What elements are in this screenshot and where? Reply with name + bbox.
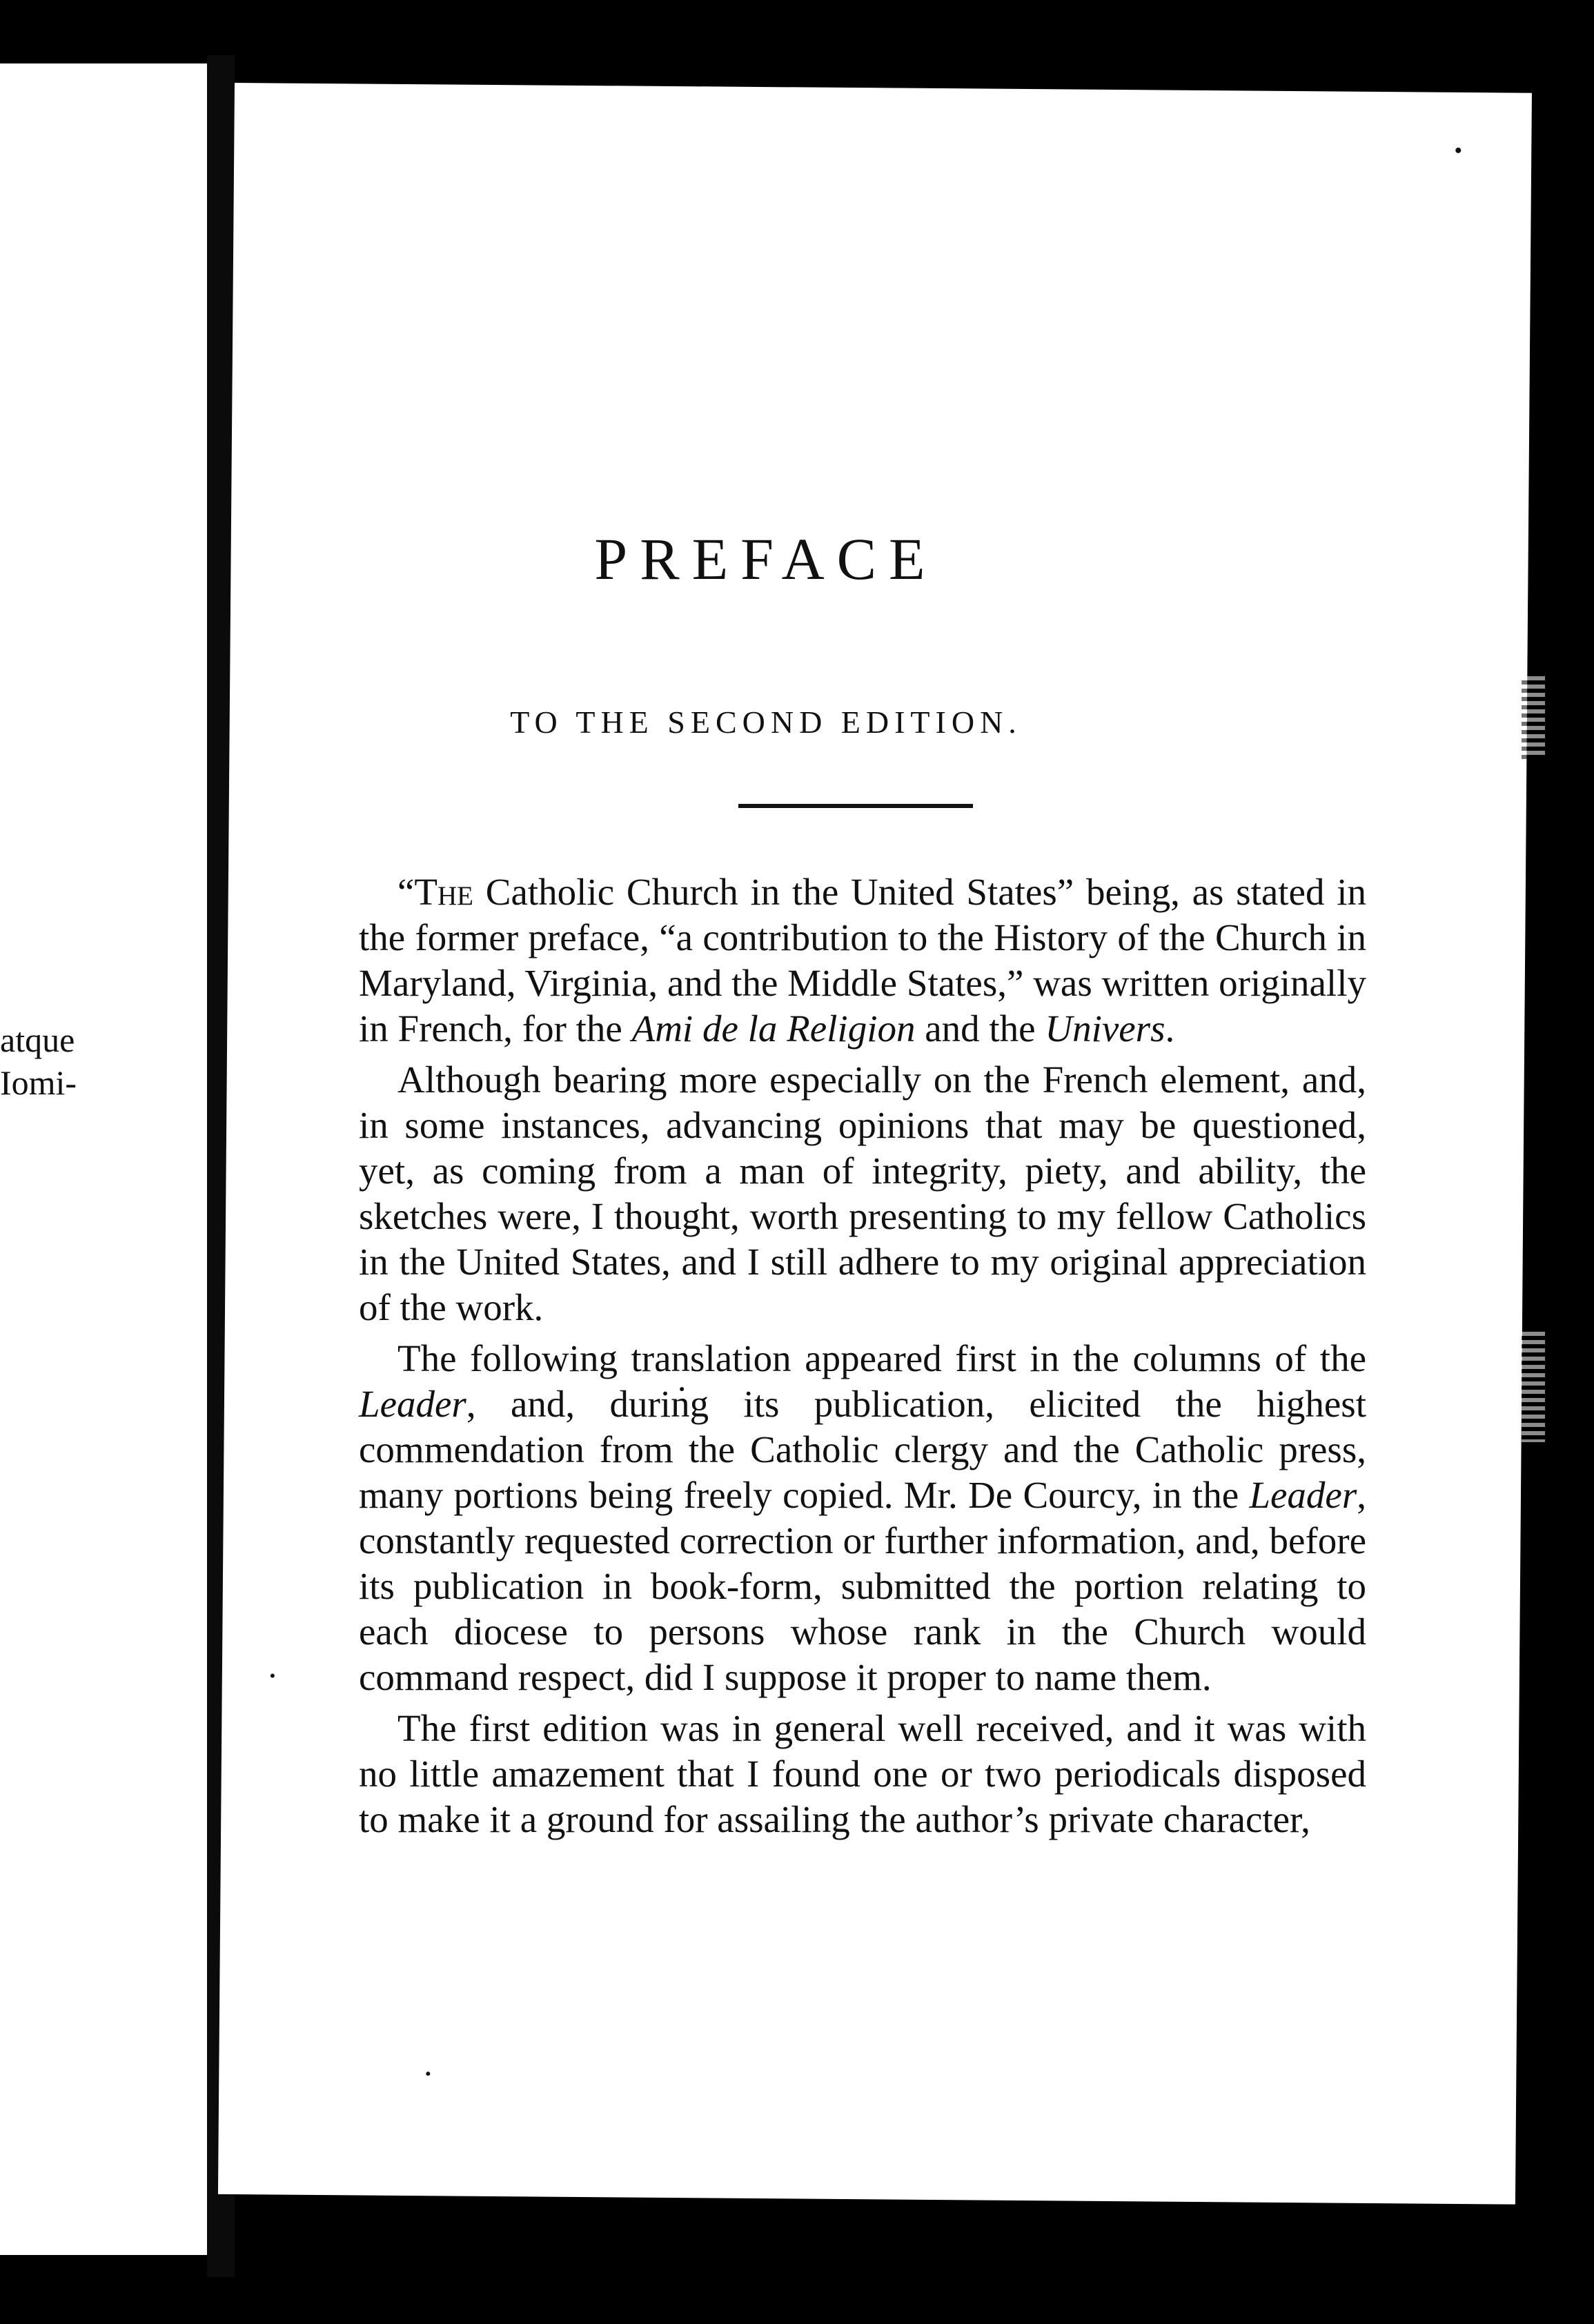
page-title: PREFACE xyxy=(594,526,938,592)
paragraph-3-text-b: , and, during its publication, elicited the highest commendation from the Catholic clergy and the Catholic press, many portions being freely copied. Mr. De Courcy, in the xyxy=(359,1383,1366,1516)
paragraph-3-text-c: , constantly requested correction or further information, and, before its publication in book-form, submitted the portion relating to each diocese to persons whose rank in the Church would command respect, did I suppose it proper to name them. xyxy=(359,1474,1366,1698)
open-quote: “ xyxy=(397,871,415,913)
left-page-edge xyxy=(0,63,207,2255)
paragraph-2: Although bearing more especially on the French element, and, in some instances, advancing opinions that may be questioned, yet, as coming from a man of integrity, piety, and ability, the sketches were, I thought, worth presenting to my fellow Catholics in the United States, and I still adhere to my original appreciation of the work. xyxy=(359,1058,1366,1328)
italic-leader-1: Leader xyxy=(359,1383,466,1425)
paragraph-1-text-b: and the xyxy=(915,1007,1045,1050)
italic-leader-2: Leader xyxy=(1249,1474,1357,1516)
paragraph-3-text-a: The following translation appeared first in the columns of the xyxy=(397,1337,1366,1379)
left-page-fragment-2: Iomi- xyxy=(0,1063,77,1102)
speck xyxy=(426,2071,430,2076)
edge-damage xyxy=(1522,676,1545,759)
preface-body xyxy=(359,869,1366,1848)
paragraph-3 xyxy=(359,1336,1366,1700)
edge-damage xyxy=(1522,1332,1545,1442)
speck xyxy=(1455,148,1461,153)
paragraph-1-text-a: Catholic Church in the United States” being, as stated in the former preface, “a contribution to the History of the Church in Maryland, Virginia, and the Middle States,” was written originally in French, for the xyxy=(359,871,1366,1050)
title-rule xyxy=(738,804,973,808)
italic-ami-de-la-religion: Ami de la Religion xyxy=(631,1007,916,1050)
speck xyxy=(270,1673,275,1677)
paragraph-1-text-c: . xyxy=(1165,1007,1175,1050)
italic-univers: Univers xyxy=(1045,1007,1165,1050)
paragraph-1 xyxy=(359,869,1366,1052)
paragraph-4: The first edition was in general well received, and it was with no little amazement that I found one or two periodicals disposed to make it a ground for assailing the author’s private character, xyxy=(359,1707,1366,1840)
page-subtitle: TO THE SECOND EDITION. xyxy=(510,705,1022,740)
smallcaps-word: The xyxy=(414,871,474,913)
left-page-fragment-1: atque xyxy=(0,1021,75,1059)
